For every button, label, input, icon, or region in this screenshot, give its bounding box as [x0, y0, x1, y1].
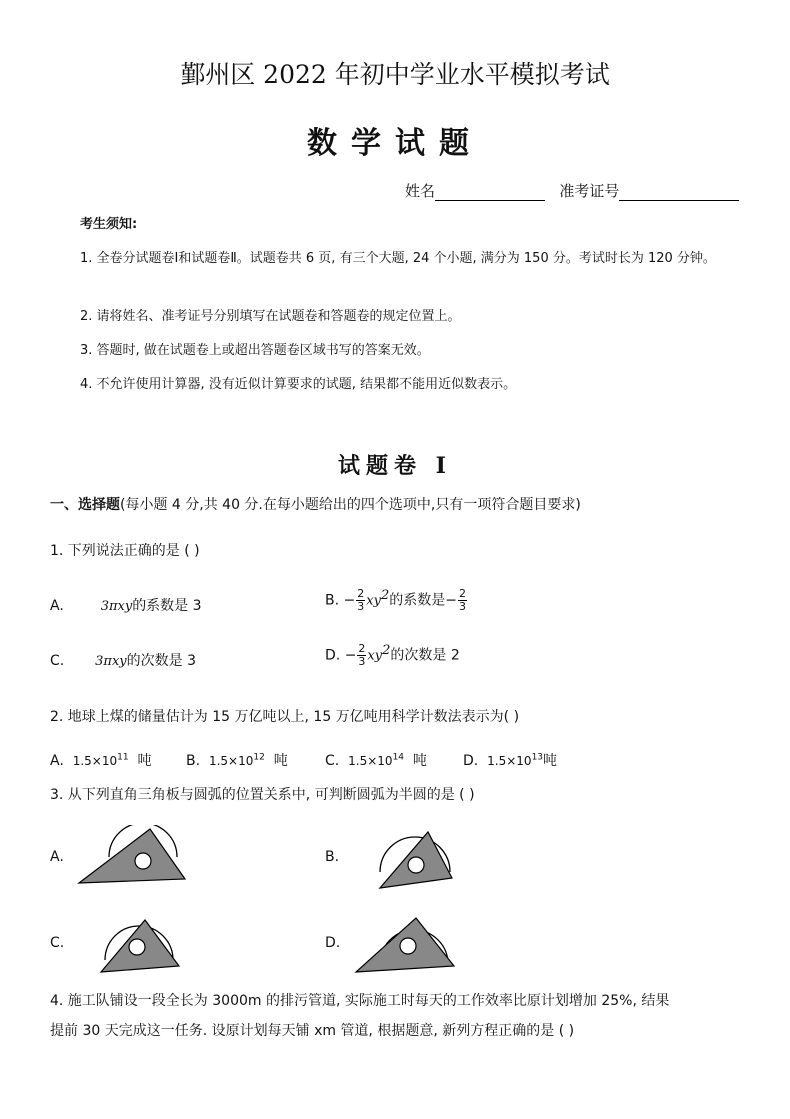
notice-item-2: 2. 请将姓名、准考证号分别填写在试题卷和答题卷的规定位置上。	[80, 309, 461, 324]
q3-label-c[interactable]: C.	[50, 935, 65, 951]
option-label: B.	[325, 592, 340, 609]
sci-base: 1.5×10	[487, 754, 532, 768]
unit: 吨	[543, 753, 558, 769]
exponent: 2	[380, 588, 390, 603]
frac-den: 3	[358, 655, 366, 669]
q3-figure-d[interactable]	[350, 910, 465, 980]
q1-option-c[interactable]	[50, 650, 196, 670]
frac-den: 3	[357, 600, 365, 614]
q2-option-c[interactable]	[325, 750, 427, 770]
frac-den: 3	[458, 600, 466, 614]
q2-option-b[interactable]	[186, 750, 288, 770]
q1-a-expr: 3πxy	[100, 599, 133, 614]
option-label: D.	[463, 753, 479, 769]
sci-exp: 12	[253, 752, 265, 763]
sci-base: 1.5×10	[72, 754, 118, 768]
sci-exp: 14	[392, 752, 405, 763]
name-label: 姓名	[405, 182, 436, 200]
minus-sign: −	[343, 592, 356, 609]
exponent: 2	[382, 643, 391, 658]
q4-line-2: 提前 30 天完成这一任务. 设原计划每天铺 xm 管道, 根据题意, 新列方程正确的是 ( )	[50, 1023, 575, 1039]
unit: 吨	[412, 753, 427, 769]
q4-line-1: 4. 施工队铺设一段全长为 3000m 的排污管道, 实际施工时每天的工作效率比原计划增加 25%, 结果	[50, 993, 670, 1009]
section-heading	[50, 494, 581, 514]
q1-stem: 1. 下列说法正确的是 ( )	[50, 543, 200, 559]
name-blank[interactable]	[435, 186, 545, 201]
notice-item-3: 3. 答题时, 做在试题卷上或超出答题卷区域书写的答案无效。	[80, 343, 430, 358]
frac-num: 2	[357, 587, 365, 601]
option-label: C.	[325, 753, 340, 769]
notice-heading: 考生须知:	[80, 217, 138, 232]
q3-label-a[interactable]: A.	[50, 849, 64, 865]
q3-label-d[interactable]: D.	[325, 935, 341, 951]
volume-title: 试题卷 Ⅰ	[338, 453, 452, 479]
minus-sign: −	[445, 592, 457, 609]
id-blank[interactable]	[619, 186, 739, 201]
section-note: (每小题 4 分,共 40 分.在每小题给出的四个选项中,只有一项符合题目要求)	[120, 497, 581, 513]
q1-option-d[interactable]	[325, 643, 460, 668]
minus-sign: −	[344, 647, 357, 664]
fraction	[458, 588, 467, 613]
q2-stem: 2. 地球上煤的储量估计为 15 万亿吨以上, 15 万亿吨用科学计数法表示为( )	[50, 709, 520, 725]
q1-d-text: 的次数是 2	[390, 647, 460, 664]
notice-item-1: 1. 全卷分试题卷Ⅰ和试题卷Ⅱ。试题卷共 6 页, 有三个大题, 24 个小题, 满分为 150 分。考试时长为 120 分钟。	[80, 251, 716, 266]
q2-option-d[interactable]	[463, 750, 557, 770]
option-label: B.	[186, 753, 201, 769]
fraction	[356, 588, 365, 613]
option-label: D.	[325, 647, 341, 664]
q1-b-text: 的系数是	[389, 592, 446, 609]
q2-option-a[interactable]	[50, 750, 151, 770]
q3-figure-a[interactable]	[75, 825, 190, 890]
frac-num: 2	[358, 642, 366, 656]
hole	[129, 939, 145, 955]
xy-term: xy	[367, 648, 383, 664]
frac-num: 2	[458, 587, 466, 601]
hole	[400, 938, 416, 954]
q3-label-b[interactable]: B.	[325, 849, 340, 865]
option-label: A.	[50, 753, 64, 769]
sci-base: 1.5×10	[208, 754, 254, 768]
q1-option-a[interactable]	[50, 595, 202, 615]
unit: 吨	[273, 753, 288, 769]
unit: 吨	[137, 753, 152, 769]
id-label: 准考证号	[559, 182, 620, 200]
q1-option-b[interactable]	[325, 588, 468, 613]
sci-exp: 13	[531, 752, 544, 763]
hole	[408, 857, 424, 873]
subject-title: 数学试题	[307, 126, 483, 161]
q3-figure-c[interactable]	[75, 910, 190, 980]
hole	[135, 853, 151, 869]
fraction	[357, 643, 366, 668]
q1-c-text: 的次数是 3	[126, 653, 196, 669]
triangle	[79, 829, 185, 883]
q3-figure-b[interactable]	[350, 822, 465, 892]
option-label: C.	[50, 653, 65, 669]
sci-base: 1.5×10	[348, 754, 393, 768]
name-row	[405, 180, 739, 201]
sci-exp: 11	[117, 752, 129, 763]
notice-item-4: 4. 不允许使用计算器, 没有近似计算要求的试题, 结果都不能用近似数表示。	[80, 377, 517, 392]
section-label: 一、选择题	[50, 497, 120, 513]
exam-title: 鄞州区 2022 年初中学业水平模拟考试	[180, 60, 610, 89]
xy-term: xy	[366, 593, 381, 609]
q1-c-expr: 3πxy	[95, 654, 127, 669]
option-label: A.	[50, 598, 64, 614]
q3-stem: 3. 从下列直角三角板与圆弧的位置关系中, 可判断圆弧为半圆的是 ( )	[50, 787, 475, 803]
q1-a-text: 的系数是 3	[132, 598, 202, 614]
